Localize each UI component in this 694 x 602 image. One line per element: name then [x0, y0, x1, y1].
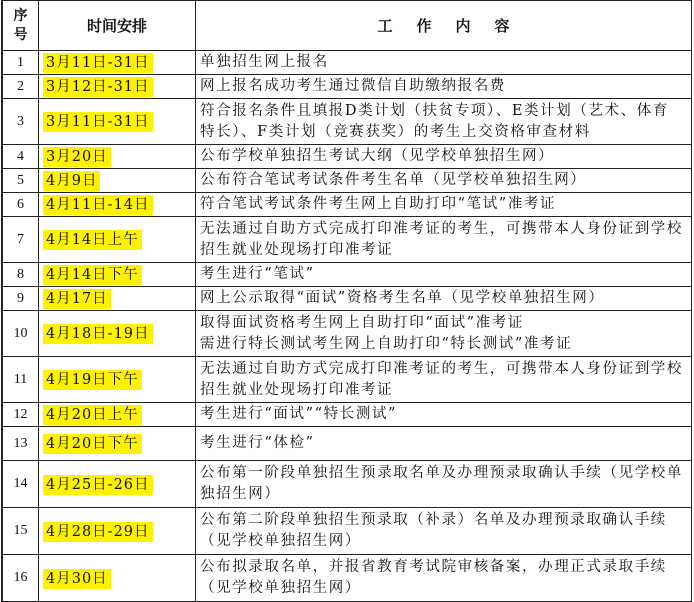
table-row: [3, 75, 692, 99]
header-serial-number: [3, 1, 39, 51]
table-row: [3, 193, 692, 217]
row-time-highlight: 3月11日-31日: [43, 112, 153, 132]
row-work-content: [196, 311, 692, 357]
row-work-line1: 取得面试资格考生网上自助打印“面试”准考证: [200, 314, 524, 331]
schedule-sheet: [1, 0, 692, 602]
header-serial-line1: 序: [13, 7, 28, 24]
header-time-schedule: 时间安排: [39, 1, 196, 51]
header-row: [3, 1, 692, 51]
row-work-content: 网上公示取得“面试”资格考生名单（见学校单独招生网）: [196, 287, 692, 311]
row-time-cell: [39, 75, 196, 99]
row-work-content: 公布符合笔试考试条件考生名单（见学校单独招生网）: [196, 169, 692, 193]
table-row: [3, 403, 692, 427]
table-row: [3, 508, 692, 555]
row-work-content: 公布学校单独招生考试大纲（见学校单独招生网）: [196, 145, 692, 169]
row-time-highlight: 4月19日下午: [43, 370, 142, 390]
header-work-content: 工作内容: [196, 1, 692, 51]
row-time-highlight: 4月14日上午: [43, 230, 142, 250]
header-serial-line2: 号: [13, 26, 28, 43]
table-row: [3, 357, 692, 403]
row-work-content: 公布第二阶段单独招生预录取（补录）名单及办理预录取确认手续（见学校单独招生网）: [196, 508, 692, 555]
table-row: [3, 311, 692, 357]
table-row: [3, 51, 692, 75]
row-time-cell: [39, 263, 196, 287]
row-number: 11: [3, 357, 39, 403]
table-row: [3, 555, 692, 602]
row-number: 2: [3, 75, 39, 99]
table-row: [3, 169, 692, 193]
row-number: 14: [3, 461, 39, 508]
row-time-highlight: 3月11日-31日: [43, 53, 153, 73]
row-work-content: 符合报名条件且填报D类计划（扶贫专项）、E类计划（艺术、体育特长）、F类计划（竞赛获奖）的考生上交资格审查材料: [196, 99, 692, 145]
table-row: [3, 287, 692, 311]
row-time-cell: [39, 99, 196, 145]
row-time-cell: [39, 287, 196, 311]
row-work-content: 网上报名成功考生通过微信自助缴纳报名费: [196, 75, 692, 99]
row-work-content: 无法通过自助方式完成打印准考证的考生，可携带本人身份证到学校招生就业处现场打印准考证: [196, 217, 692, 263]
row-time-cell: [39, 555, 196, 602]
row-number: 3: [3, 99, 39, 145]
row-work-content: 无法通过自助方式完成打印准考证的考生，可携带本人身份证到学校招生就业处现场打印准考证: [196, 357, 692, 403]
row-work-line2: 需进行特长测试考生网上自助打印“特长测试”准考证: [200, 335, 573, 352]
row-time-highlight: 4月28日-29日: [43, 522, 153, 542]
row-time-cell: [39, 51, 196, 75]
row-time-cell: [39, 403, 196, 427]
row-number: 9: [3, 287, 39, 311]
row-work-content: 公布拟录取名单，并报省教育考试院审核备案，办理正式录取手续（见学校单独招生网）: [196, 555, 692, 602]
row-time-highlight: 4月18日-19日: [43, 324, 153, 344]
schedule-table: [2, 0, 692, 602]
row-work-content: 考生进行“体检”: [196, 427, 692, 461]
row-work-content: 公布第一阶段单独招生预录取名单及办理预录取确认手续（见学校单独招生网）: [196, 461, 692, 508]
row-number: 1: [3, 51, 39, 75]
row-number: 12: [3, 403, 39, 427]
table-row: [3, 461, 692, 508]
row-time-highlight: 4月11日-14日: [43, 195, 153, 215]
row-number: 7: [3, 217, 39, 263]
row-time-cell: [39, 169, 196, 193]
row-work-content: 符合笔试考试条件考生网上自助打印“笔试”准考证: [196, 193, 692, 217]
row-time-cell: [39, 193, 196, 217]
row-number: 13: [3, 427, 39, 461]
row-time-cell: [39, 311, 196, 357]
row-time-cell: [39, 145, 196, 169]
row-number: 5: [3, 169, 39, 193]
row-time-highlight: 4月9日: [43, 171, 100, 191]
row-time-cell: [39, 217, 196, 263]
row-number: 15: [3, 508, 39, 555]
row-time-cell: [39, 357, 196, 403]
row-time-highlight: 4月30日: [43, 569, 111, 589]
table-row: [3, 217, 692, 263]
row-time-highlight: 4月20日上午: [43, 405, 142, 425]
row-time-cell: [39, 461, 196, 508]
row-number: 10: [3, 311, 39, 357]
row-number: 16: [3, 555, 39, 602]
row-number: 6: [3, 193, 39, 217]
row-work-content: 考生进行“面试”“特长测试”: [196, 403, 692, 427]
table-row: [3, 99, 692, 145]
row-number: 8: [3, 263, 39, 287]
row-time-cell: [39, 508, 196, 555]
row-time-highlight: 3月20日: [43, 147, 111, 167]
row-time-highlight: 4月17日: [43, 289, 111, 309]
row-time-highlight: 4月25日-26日: [43, 475, 153, 495]
row-work-content: 单独招生网上报名: [196, 51, 692, 75]
row-work-content: 考生进行“笔试”: [196, 263, 692, 287]
row-time-highlight: 4月20日下午: [43, 434, 142, 454]
row-time-cell: [39, 427, 196, 461]
row-time-highlight: 4月14日下午: [43, 265, 142, 285]
row-time-highlight: 3月12日-31日: [43, 77, 153, 97]
row-number: 4: [3, 145, 39, 169]
table-row: [3, 263, 692, 287]
table-row: [3, 145, 692, 169]
table-row: [3, 427, 692, 461]
